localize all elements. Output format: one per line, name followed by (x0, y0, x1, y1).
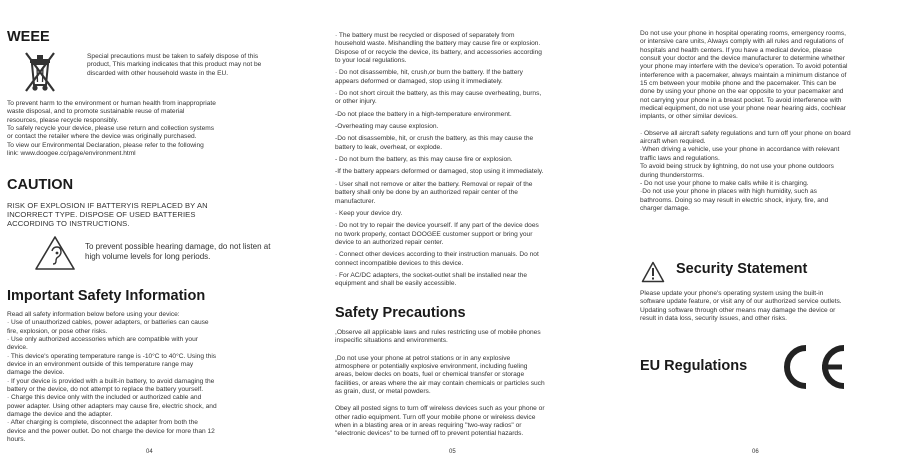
page-number-middle: 05 (449, 449, 456, 455)
security-statement-body: Please update your phone's operating system using the built-in software update feature, or visit any of our authorized service outlets. Updating software through other means may damage the device or result in data loss, security issues, and other risks. (640, 290, 842, 323)
hearing-warning-icon (34, 235, 76, 271)
page-number-left: 04 (146, 449, 153, 455)
battery-safety-list: · The battery must be recycled or disposed of separately from household waste. Mishandling the battery may cause fire or explosion. Dispose of or recycle the device, its battery, and accessories according to your local regulations. · Do not disassemble, hit, crush,or burn the battery. If the battery appears deformed or damaged, stop using it immediately. · Do not short circuit the battery, as this may cause overheating, burns, or other injury. -Do not place the battery in a high-temperature environment. -Overheating may cause explosion. -Do not disassemble, hit, or crush the battery, as this may cause the battery to leak, overheat, or explode. - Do not burn the battery, as this may cause fire or explosion. -If the battery appears deformed or damaged, stop using it immediately. · User shall not remove or alter the battery. Removal or repair of the battery shall only be done by an authorized repair center of the manufacturer. · Keep your device dry. · Do not try to repair the device yourself. If any part of the device does no twork properly, contact DOOGEE customer support or bring your device to an authorized repair center. · Connect other devices according to their instruction manuals. Do not connect incompatible devices to this device. · For AC/DC adapters, the socket-outlet shall be installed near the equipment and shall be easily accessible. (335, 32, 544, 288)
important-safety-title: Important Safety Information (7, 288, 206, 304)
crossed-bin-icon (24, 49, 56, 95)
hospital-aircraft-text: Do not use your phone in hospital operating rooms, emergency rooms, or intensive care units, Always comply with all rules and regulations of hospitals and health centers. If you have a medical device, please consult your doctor and the device manufacturer to determine whether your phone may interfere with the device's operation. To avoid potential interference with a pacemaker, always maintain a minimum distance of 15 cm between your mobile phone and the pacemaker. This can be done by using your phone on the ear opposite to your pacemaker and not carrying your phone in a breast pocket. To avoid interference with medical equipment, do not use your phone near hearing aids, cochlear implants, or other similar devices. · Observe all aircraft safety regulations and turn off your phone on board aircraft when required. ·When driving a vehicle, use your phone in accordance with relevant traffic laws and regulations. To avoid being struck by lightning, do not use your phone outdoors during thunderstorms. - Do not use your phone to make calls while it is charging. ·Do not use your phone in places with high humidity, such as bathrooms. Doing so may result in electric shock, injury, fire, and charger damage. (640, 30, 851, 212)
eu-regulations-title: EU Regulations (640, 358, 748, 374)
hearing-warning: To prevent possible hearing damage, do not listen at high volume levels for long periods. (85, 242, 271, 261)
weee-notice: Special precautions must be taken to safely dispose of this product, This marking indicates that this product may not be discarded with other household waste in the EU. (87, 53, 262, 77)
ce-mark-icon (770, 343, 850, 391)
caution-title: CAUTION (7, 177, 74, 193)
safety-precautions-body: ,Observe all applicable laws and rules restricting use of mobile phones inspecific situations and environments. ,Do not use your phone at petrol stations or in any explosive atmosphere or potentially explosive environment, including fueling areas, below decks on boats, fuel or chemical transfer or storage facilities, or areas where the air may contain chemicals or particles such as grain, dust, or metal powders. Obey all posted signs to turn off wireless devices such as your phone or other radio equipment. Turn off your mobile phone or wireless device when in a blasting area or in areas requiring "two-way radios" or "electronic devices" to be turned off to prevent potential hazards. (335, 329, 545, 438)
warning-triangle-icon (641, 261, 665, 283)
important-safety-body: Read all safety information below before using your device: · Use of unauthorized cables, power adapters, or batteries can cause fire, explosion, or pose other risks. · Use only authorized accessories which are compatible with your device. · This device's operating temperature range is -10°C to 40°C. Using this device in an environment outside of this temperature range may damage the device. · If your device is provided with a built-in battery, to avoid damaging the battery or the device, do not attempt to replace the battery yourself. · Charge this device only with the included or authorized cable and power adapter. Using other adapters may cause fire, electric shock, and damage the device and the adapter. · After charging is complete, disconnect the adapter from both the device and the power outlet. Do not charge the device for more than 12 hours. (7, 311, 217, 444)
weee-title: WEEE (7, 29, 50, 45)
safety-precautions-title: Safety Precautions (335, 305, 466, 321)
page-number-right: 06 (752, 449, 759, 455)
weee-body: To prevent harm to the environment or human health from inappropriate waste disposal, and to promote sustainable reuse of material resources, please recycle responsibly. To safely recycle your device, please use return and collection systems or contact the retailer where the device was originally purchased. To view our Environmental Declaration, please refer to the following link: www.doogee.cc/page/environment.html (7, 100, 216, 158)
security-statement-title: Security Statement (676, 261, 808, 277)
caution-text: RISK OF EXPLOSION IF BATTERYIS REPLACED BY AN INCORRECT TYPE. DISPOSE OF USED BATTERIES ACCORDING TO INSTRUCTIONS. (7, 201, 208, 228)
